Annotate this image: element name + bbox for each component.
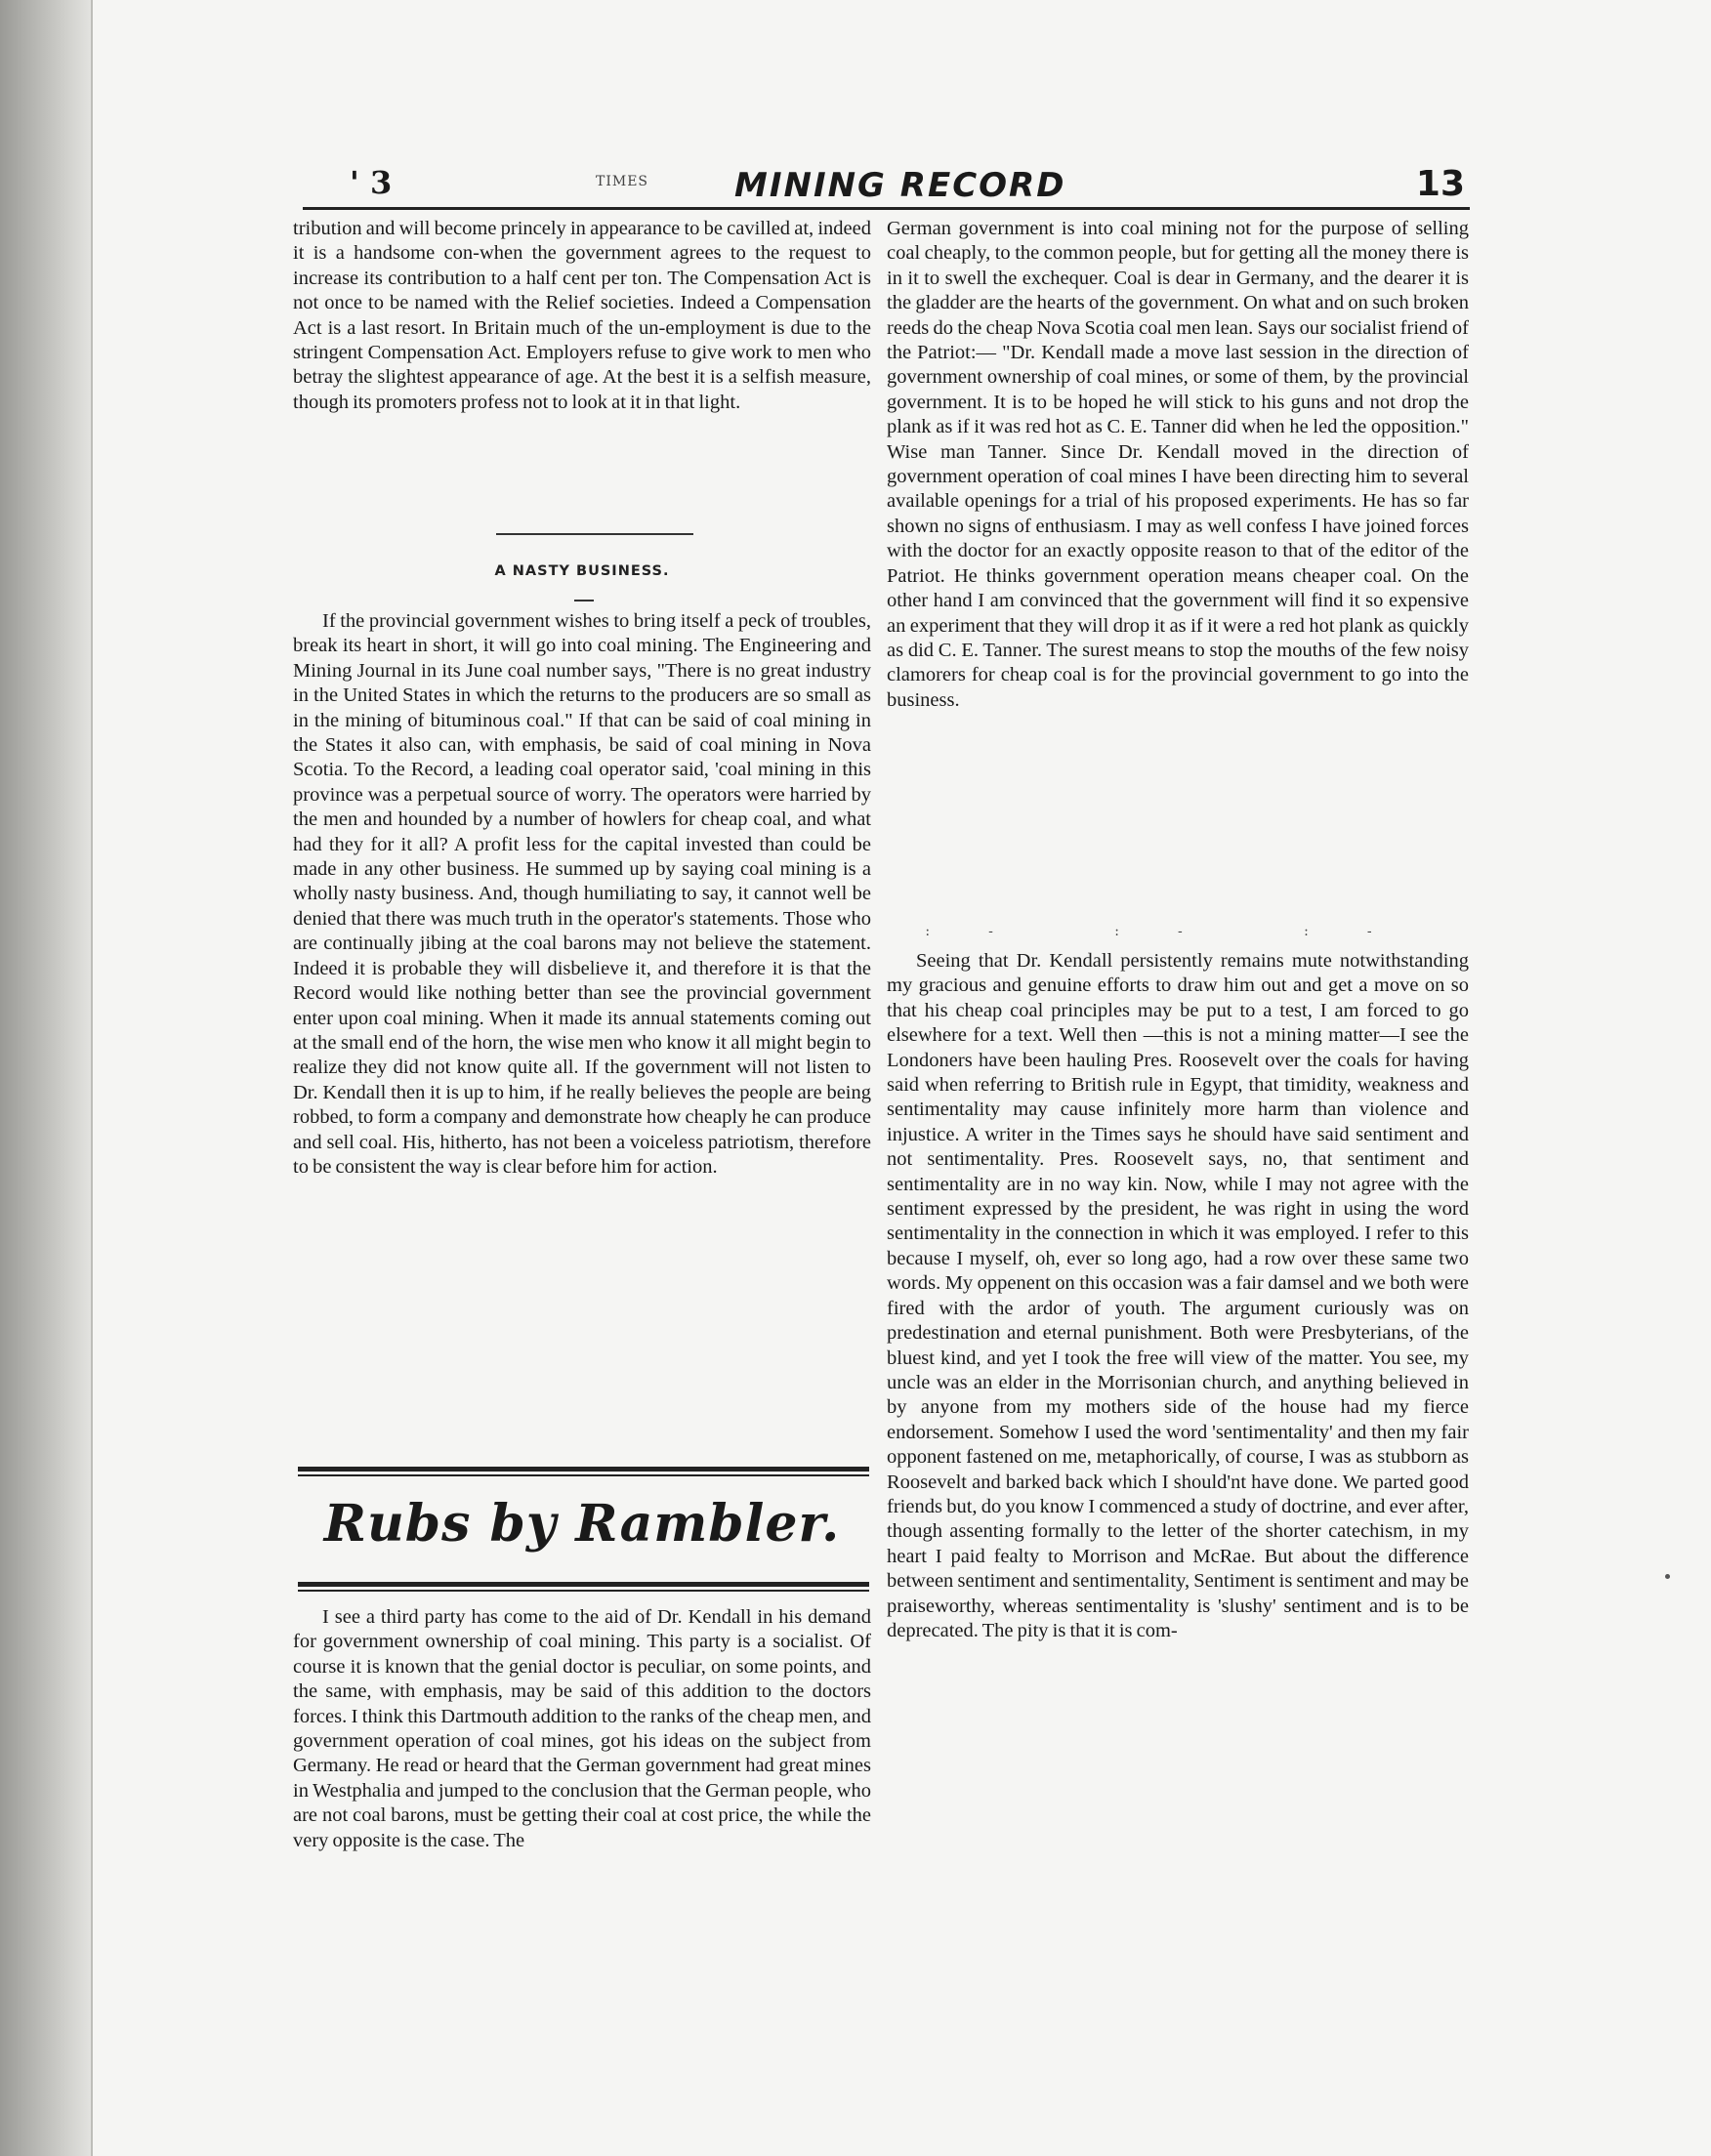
header-rule <box>303 207 1470 210</box>
heading-dash <box>574 600 594 601</box>
rubs-paragraph: I see a third party has come to the aid of Dr. Kendall in his demand for government ownership of coal mining. This party is a socialist. Of course it is known that the genial doctor is peculiar, on some points, and the same, with emphasis, may be said of this addition to the doctors forces. I think this Dartmouth addition to the ranks of the cheap men, and government operation of coal mines, got his ideas on the subject from Germany. He read or heard that the German government had great mines in Westphalia and jumped to the conclusion that the German people, who are not coal barons, must be getting their coal at cost price, the while the very opposite is the case. The <box>293 1606 871 1851</box>
rubs-top-rule <box>298 1467 869 1472</box>
section-divider <box>496 533 693 535</box>
rubs-by-rambler-title: Rubs by Rambler. <box>323 1494 841 1554</box>
section-separator: :- :- :- <box>925 924 1431 939</box>
scan-speck <box>1665 1574 1670 1579</box>
publication-title: MINING RECORD <box>734 166 1066 205</box>
intro-paragraph: tribution and will become princely in appearance to be cavilled at, indeed it is a handsome con-when the government agrees to the request to increase its contribution to a half cent per ton. The Compensation Act is not once to be named with the Relief societies. Indeed a Compensation Act is a last resort. In Britain much of the un-employment is due to the stringent Compensation Act. Employers refuse to give work to men who betray the slightest appearance of age. At the best it is a selfish measure, though its promoters profess not to look at it in that light. <box>293 218 871 413</box>
nasty-business-body <box>293 609 871 1180</box>
continued-paragraph: German government is into coal mining not for the purpose of selling coal cheaply, to the common people, but for getting all the money there is in it to swell the exchequer. Coal is dear in Germany, and the dearer it is the gladder are the hearts of the government. On what and on such broken reeds do the cheap Nova Scotia coal men lean. Says our socialist friend of the Patriot:— "Dr. Kendall made a move last session in the direction of government ownership of coal mines, or some of them, by the provincial government. It is to be hoped he will stick to his guns and not drop the plank as if it was red hot as C. E. Tanner did when he led the opposition." Wise man Tanner. Since Dr. Kendall moved in the direction of government operation of coal mines I have been directing him to several available openings for a trial of his proposed experiments. He has so far shown no signs of enthusiasm. I may as well confess I have joined forces with the doctor for an exactly opposite reason to that of the editor of the Patriot. He thinks government operation means cheaper coal. On the other hand I am convinced that the government will find it so expensive an experiment that they will drop it as if it were a red hot plank as quickly as did C. E. Tanner. The surest means to stop the mouths of the few noisy clamorers for cheap coal is for the provincial government to go into the business. <box>887 218 1469 711</box>
left-intro-text <box>293 217 871 415</box>
nasty-business-heading: A NASTY BUSINESS. <box>494 563 670 579</box>
page-number: 13 <box>1415 164 1465 204</box>
right-continued-text <box>887 217 1469 713</box>
header-small-mark: TIMES <box>596 174 649 189</box>
scan-edge <box>0 0 93 2156</box>
seeing-paragraph: Seeing that Dr. Kendall persistently remains mute notwithstanding my gracious and genuine efforts to draw him out and get a move on so that his cheap coal principles may be put to a test, I am forced to go elsewhere for a text. Well then —this is not a mining matter—I see the Londoners have been hauling Pres. Roosevelt over the coals for having said when referring to British rule in Egypt, that timidity, weakness and sentimentality may cause infinitely more harm than violence and injustice. A writer in the Times says he should have said sentiment and not sentimentality. Pres. Roosevelt says, no, that sentiment and sentimentality are in no way kin. Now, while I may not agree with the sentiment expressed by the president, he was right in using the word sentimentality in the connection in which it was employed. I refer to this because I myself, oh, ever so long ago, had a row over these same two words. My oppenent on this occasion was a fair damsel and we both were fired with the ardor of youth. The argument curiously was on predestination and eternal punishment. Both were Presbyterians, of the bluest kind, and yet I took the free will view of the matter. You see, my uncle was an elder in the Morrisonian church, and anything believed in by anyone from my mothers side of the house had my fierce endorsement. Somehow I used the word 'sentimentality' and then my fair opponent fastened on me, metaphorically, of course, I was as stubborn as Roosevelt and barked back which I should'nt have done. We parted good friends but, do you know I commenced a study of doctrine, and ever after, though assenting formally to the letter of the shorter catechism, in my heart I paid fealty to Morrison and McRae. But about the difference between sentiment and sentimentality, Sentiment is sentiment and may be praiseworthy, whereas sentimentality is 'slushy' sentiment and is to be deprecated. The pity is that it is com- <box>887 950 1469 1641</box>
rubs-body <box>293 1605 871 1853</box>
rubs-bottom-rule <box>298 1582 869 1587</box>
rubs-bottom-rule-thin <box>298 1590 869 1592</box>
rubs-top-rule-thin <box>298 1474 869 1476</box>
right-seeing-text <box>887 949 1469 1643</box>
nasty-business-paragraph: If the provincial government wishes to bring itself a peck of troubles, break its heart in short, it will go into coal mining. The Engineering and Mining Journal in its June coal number says, "There is no great industry in the United States in which the returns to the producers are so small as in the mining of bituminous coal." If that can be said of coal mining in the States it also can, with emphasis, be said of coal mining in Nova Scotia. To the Record, a leading coal operator said, 'coal mining in this province was a perpetual source of worry. The operators were harried by the men and hounded by a number of howlers for cheap coal, and what had they for it all? A profit less for the capital invested than could be made in any other business. He summed up by saying coal mining is a wholly nasty business. And, though humiliating to say, it cannot well be denied that there was much truth in the operator's statements. Those who are continually jibing at the coal barons may not believe the statement. Indeed it is probable they will disbelieve it, and therefore it is that the Record would like nothing better than see the provincial government enter upon coal mining. When it made its annual statements coming out at the small end of the horn, the wise men who know it all might begin to realize they did not know quite all. If the government will not listen to Dr. Kendall then it is up to him, if he really believes the people are being robbed, to form a company and demonstrate how cheaply he can produce and sell coal. His, hitherto, has not been a voiceless patriotism, therefore to be consistent the way is clear before him for action. <box>293 610 871 1178</box>
header-left-mark: ' 3 <box>350 164 393 201</box>
page-header <box>303 164 1465 209</box>
